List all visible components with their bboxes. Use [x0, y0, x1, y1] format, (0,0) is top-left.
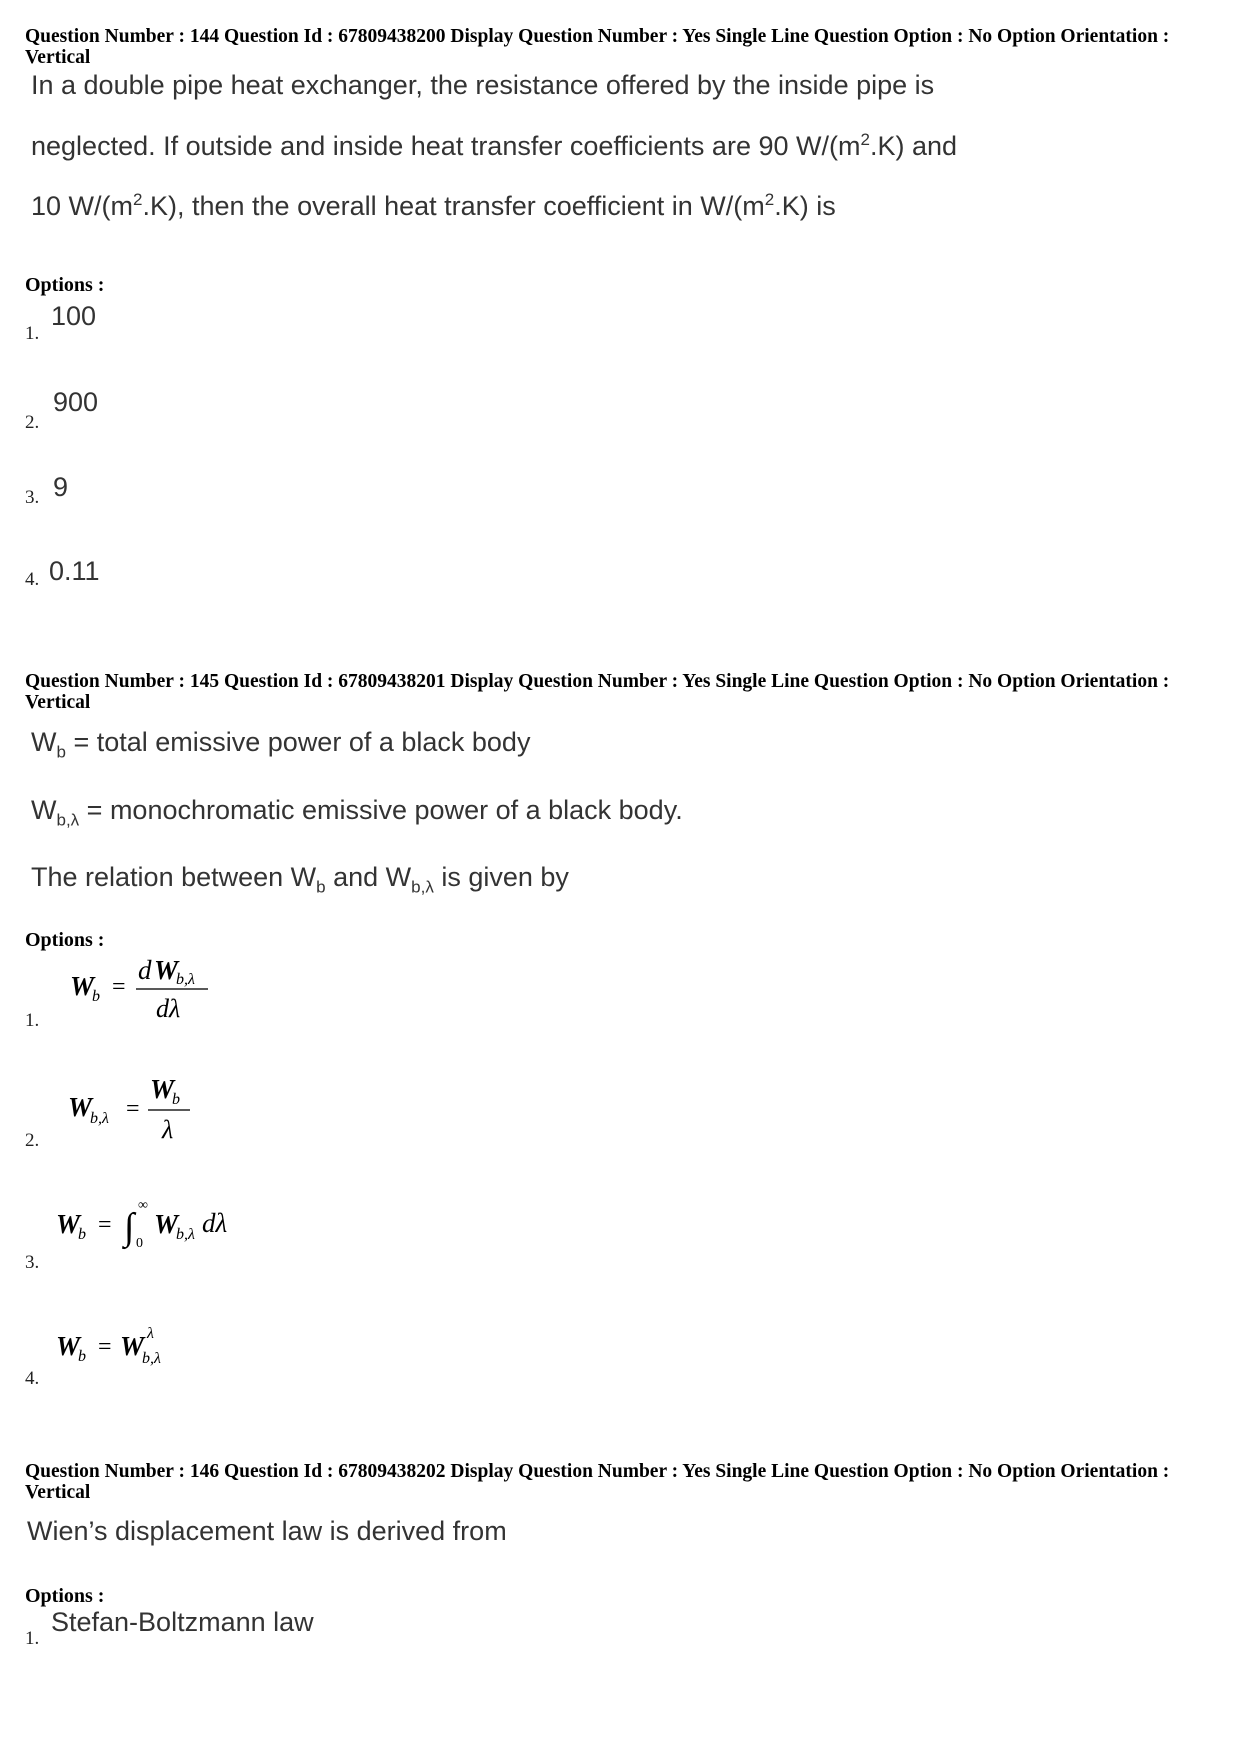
q145-text: The relation between W [31, 862, 317, 892]
q145-text: is given by [433, 862, 569, 892]
option-number: 3. [25, 1252, 40, 1273]
option-number: 4. [25, 1368, 40, 1389]
question-146-header: Question Number : 146 Question Id : 67809438202 Display Question Number : Yes Single Line Question Option : No Option Orientation : Vertical [25, 1461, 1170, 1503]
option-1-text[interactable]: Stefan-Boltzmann law [51, 1607, 314, 1637]
option-4-equation[interactable] [54, 1315, 204, 1375]
question-145-header: Question Number : 145 Question Id : 67809438201 Display Question Number : Yes Single Line Question Option : No Option Orientation : Vertical [25, 671, 1170, 713]
eq-num-sub: b,λ [176, 971, 195, 988]
eq-lhs: W [56, 1209, 81, 1239]
q144-text: neglected. If outside and inside heat transfer coefficients are 90 W/(m [31, 131, 861, 161]
question-144-line-3 [31, 190, 836, 222]
eq-w-sub: b,λ [176, 1226, 195, 1243]
options-label: Options : [25, 929, 105, 951]
eq-num-d: d [138, 955, 152, 985]
eq-num-w: W [150, 1074, 175, 1104]
superscript: 2 [764, 190, 775, 209]
integral-lower: 0 [136, 1236, 143, 1251]
eq-equals: = [98, 1212, 112, 1238]
eq-lhs-sub: b [78, 1226, 86, 1243]
option-number: 2. [25, 1130, 40, 1151]
option-2-equation[interactable] [66, 1072, 216, 1152]
question-145-line-3 [31, 862, 569, 897]
q145-text: = monochromatic emissive power of a black body. [79, 795, 683, 825]
subscript: b [56, 742, 66, 762]
option-number: 3. [25, 487, 40, 508]
q144-text: 10 W/(m [31, 191, 134, 221]
options-label: Options : [25, 274, 105, 296]
eq-w-sub: b,λ [142, 1350, 161, 1367]
eq-w: W [120, 1331, 145, 1361]
q145-text: W [31, 795, 57, 825]
q144-text: .K) and [869, 131, 957, 161]
option-3-text[interactable]: 9 [53, 472, 69, 502]
q145-text: W [31, 727, 57, 757]
eq-den: dλ [156, 994, 181, 1023]
superscript: 2 [133, 190, 143, 209]
eq-w-sup: λ [147, 1325, 154, 1342]
eq-den: λ [162, 1115, 174, 1144]
eq-num-w: W [154, 955, 179, 985]
superscript: 2 [860, 130, 870, 149]
option-3-equation[interactable] [54, 1195, 254, 1265]
option-number: 1. [25, 323, 40, 344]
question-144-header: Question Number : 144 Question Id : 67809438200 Display Question Number : Yes Single Line Question Option : No Option Orientation : Vertical [25, 26, 1170, 68]
eq-w: W [154, 1209, 179, 1239]
option-2-text[interactable]: 900 [53, 387, 99, 417]
q145-text: = total emissive power of a black body [65, 727, 531, 757]
option-1-text[interactable]: 100 [51, 301, 97, 331]
eq-num-sub: b [172, 1091, 180, 1108]
subscript: b [316, 877, 326, 897]
q144-text: .K), then the overall heat transfer coefficient in W/(m [142, 191, 765, 221]
question-144-line-1: In a double pipe heat exchanger, the resistance offered by the inside pipe is [31, 70, 935, 100]
subscript: b,λ [56, 810, 80, 830]
option-1-equation[interactable] [68, 952, 218, 1032]
eq-lhs-sub: b [78, 1348, 86, 1365]
question-145-line-2 [31, 795, 683, 830]
q145-text: and W [325, 862, 412, 892]
eq-lhs: W [70, 971, 95, 1001]
option-number: 1. [25, 1628, 40, 1649]
question-144-line-2 [31, 130, 957, 162]
option-4-text[interactable]: 0.11 [49, 556, 100, 586]
eq-equals: = [98, 1334, 112, 1360]
option-number: 2. [25, 412, 40, 433]
question-146-line-1: Wien’s displacement law is derived from [27, 1516, 507, 1546]
equation-svg [68, 952, 218, 1032]
question-145-line-1 [31, 727, 530, 762]
option-number: 4. [25, 569, 40, 590]
eq-equals: = [126, 1096, 140, 1122]
q144-text: .K) is [774, 191, 836, 221]
eq-lhs: W [56, 1331, 81, 1361]
eq-equals: = [112, 974, 126, 1000]
eq-lhs: W [68, 1092, 93, 1122]
equation-svg [54, 1315, 204, 1375]
eq-lhs-sub: b [92, 988, 100, 1005]
eq-lhs-sub: b,λ [90, 1110, 109, 1127]
equation-svg [54, 1195, 254, 1265]
integral-sign: ∫ [124, 1206, 135, 1248]
equation-svg [66, 1072, 216, 1152]
option-number: 1. [25, 1010, 40, 1031]
eq-d: dλ [202, 1208, 228, 1238]
options-label: Options : [25, 1585, 105, 1607]
subscript: b,λ [411, 877, 434, 897]
integral-upper: ∞ [138, 1198, 148, 1213]
